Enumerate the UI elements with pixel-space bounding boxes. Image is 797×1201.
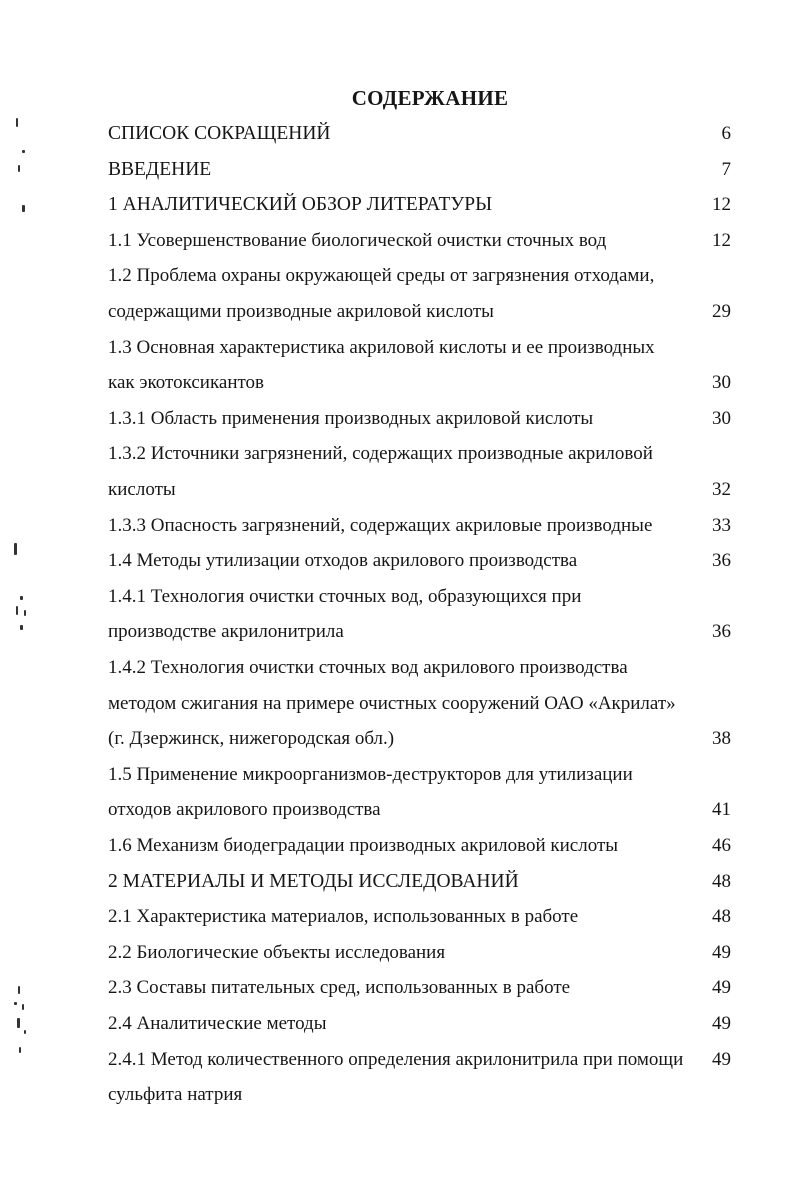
toc-page-number: 12 [712,229,731,251]
toc-entry-title-line: 2.2 Биологические объекты исследования [108,941,446,963]
toc-page-number: 49 [712,941,731,963]
toc-entry-title-line: 1.3 Основная характеристика акриловой кислоты и ее производных [108,336,655,358]
toc-entry-title-line: 1.5 Применение микроорганизмов-деструкторов для утилизации [108,763,633,785]
toc-entry [108,187,708,223]
toc-entry [108,1042,708,1113]
toc-entry-title-line: как экотоксикантов [108,372,265,394]
toc-page-number: 49 [712,1013,731,1034]
toc-entry-title-line: (г. Дзержинск, нижегородская обл.) [108,728,395,749]
toc-entry-title-line: 2.3 Составы питательных сред, использованных в работе [108,977,571,999]
toc-entry-title-line: 2.4.1 Метод количественного определения акрилонитрила при помощи [108,1048,684,1070]
toc-entry-title-line: методом сжигания на примере очистных сооружений ОАО «Акрилат» [108,692,676,714]
toc-page-number: 48 [712,870,731,892]
toc-entry [108,436,708,507]
toc-entry [108,223,708,259]
toc-entry [108,152,708,188]
toc-entry-title-line: 1.6 Механизм биодеградации производных акриловой кислоты [108,835,619,856]
toc-page-number: 6 [721,123,731,144]
toc-entry-title-line: 1.4 Методы утилизации отходов акрилового производства [108,550,578,572]
toc-page-number: 36 [712,621,731,643]
toc-entry-title-line: 1.3.3 Опасность загрязнений, содержащих акриловые производные [108,514,653,536]
toc-entry [108,508,708,544]
toc-entry-title-line: 1.4.2 Технология очистки сточных вод акрилового производства [108,657,628,678]
toc-page-number: 29 [712,301,731,322]
toc-entry [108,579,708,650]
toc-entry-title-line: содержащими производные акриловой кислоты [108,300,494,322]
toc-entry [108,757,708,828]
toc-page-number: 46 [712,835,731,856]
toc-entry-title-line: кислоты [108,478,176,500]
toc-entry [108,970,708,1006]
toc-page-number: 36 [712,550,731,572]
toc-page-number: 12 [712,194,731,216]
toc-entry [108,864,708,900]
page-title: СОДЕРЖАНИЕ [351,86,509,110]
toc-entry-title-line: отходов акрилового производства [108,799,381,821]
toc-page-number: 38 [712,728,731,750]
toc-entry-title-line: 1.3.1 Область применения производных акриловой кислоты [108,407,594,429]
toc-entry [108,650,708,757]
toc-entry [108,258,708,329]
toc-entry-title-line: 2.1 Характеристика материалов, использованных в работе [108,906,579,928]
toc-page-number: 49 [712,977,731,999]
toc-entry [108,828,708,864]
toc-page-number: 7 [721,158,731,180]
toc-entry-title-line: 1.2 Проблема охраны окружающей среды от загрязнения отходами, [108,265,655,287]
toc-entry [108,899,708,935]
toc-entry [108,1006,708,1042]
toc-page-number: 30 [712,372,731,394]
toc-page-number: 33 [712,514,731,536]
toc-entry-title-line: 1 АНАЛИТИЧЕСКИЙ ОБЗОР ЛИТЕРАТУРЫ [108,194,493,216]
toc-entry [108,935,708,971]
toc-entry [108,330,708,401]
toc-entry [108,543,708,579]
toc-entry-title-line: производстве акрилонитрила [108,621,344,643]
toc-entry-title-line: сульфита натрия [108,1084,243,1106]
toc-entry [108,116,708,152]
toc-entry-title-line: 2.4 Аналитические методы [108,1013,327,1034]
toc-entry-title-line: 1.1 Усовершенствование биологической очистки сточных вод [108,229,607,251]
toc-entry-title-line: ВВЕДЕНИЕ [108,158,212,180]
toc-page-number: 32 [712,479,731,500]
toc-entry-title-line: 2 МАТЕРИАЛЫ И МЕТОДЫ ИССЛЕДОВАНИЙ [108,870,519,892]
toc-entry-title-line: СПИСОК СОКРАЩЕНИЙ [108,123,331,144]
toc-entry-title-line: 1.3.2 Источники загрязнений, содержащих производные акриловой [108,443,653,465]
toc-page-number: 30 [712,407,731,429]
toc-entry [108,401,708,437]
toc-page-number: 48 [712,906,731,928]
toc-page-number: 49 [712,1048,731,1070]
toc-page-number: 41 [712,799,731,821]
toc-entry-title-line: 1.4.1 Технология очистки сточных вод, образующихся при [108,585,582,607]
